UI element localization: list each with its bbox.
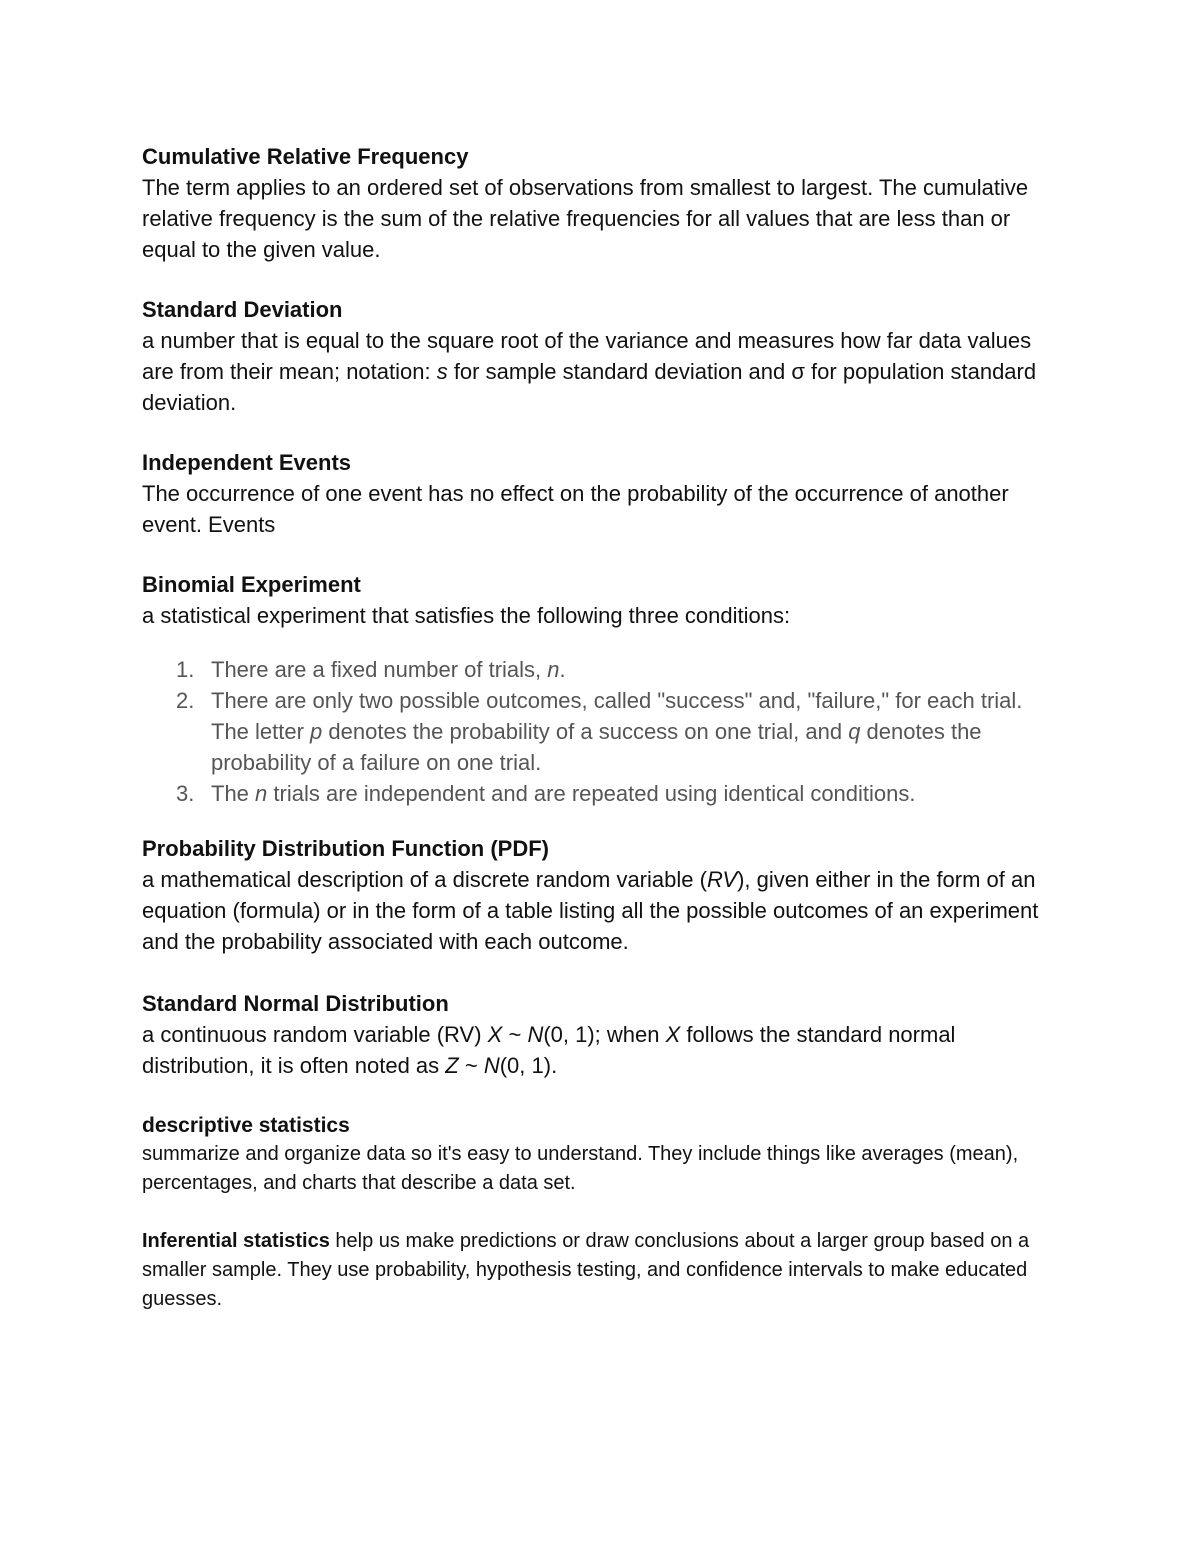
list-item (142, 778, 1062, 809)
definition-text: ~ (458, 1053, 484, 1078)
term-heading: Cumulative Relative Frequency (142, 144, 469, 169)
term-heading: Binomial Experiment (142, 572, 361, 597)
term-heading: Probability Distribution Function (PDF) (142, 836, 549, 861)
list-text: trials are independent and are repeated using identical conditions. (267, 781, 916, 806)
term-heading: Inferential statistics (142, 1230, 330, 1252)
term-heading: descriptive statistics (142, 1114, 350, 1137)
definition-symbol: Z (445, 1053, 459, 1078)
list-number: 1. (176, 657, 195, 682)
definition-symbol: N (527, 1022, 544, 1047)
definition-text: a mathematical description of a discrete random variable ( (142, 867, 707, 892)
term-cumulative-relative-frequency (142, 141, 1062, 265)
term-definition: The term applies to an ordered set of observations from smallest to largest. The cumulative relative frequency is the sum of the relative frequencies for all values that are less than or equal to the given value. (142, 175, 1029, 262)
definition-text: for sample standard deviation and σ for population standard deviation. (142, 359, 1037, 415)
term-definition (142, 1227, 1062, 1314)
term-heading: Standard Deviation (142, 297, 343, 322)
definition-symbol: X (665, 1022, 681, 1047)
list-item (142, 654, 1062, 685)
term-independent-events (142, 447, 1062, 540)
term-definition (142, 864, 1062, 957)
list-number: 3. (176, 781, 195, 806)
list-text: The (211, 781, 256, 806)
definition-text: (0, 1). (499, 1053, 558, 1078)
definition-symbol: X (487, 1022, 503, 1047)
term-standard-deviation (142, 294, 1062, 418)
term-definition: summarize and organize data so it's easy to understand. They include things like averages (mean), percentages, and charts that describe a data set. (142, 1143, 1019, 1194)
conditions-list (142, 654, 1062, 809)
term-definition (142, 1019, 1062, 1081)
term-descriptive-statistics (142, 1111, 1062, 1198)
definition-text: ), given either in the form of an equation (formula) or in the form of a table listing all the possible outcomes of an experiment and the probability associated with each outcome. (142, 867, 1039, 954)
list-number: 2. (176, 688, 195, 713)
list-symbol: n (255, 781, 268, 806)
term-definition: a statistical experiment that satisfies the following three conditions: (142, 603, 791, 628)
definition-text: follows the standard normal distribution, it is often noted as (142, 1022, 956, 1078)
definition-symbol: s (436, 359, 448, 384)
definition-text: ~ (502, 1022, 528, 1047)
term-inferential-statistics (142, 1227, 1062, 1314)
definition-symbol: N (483, 1053, 500, 1078)
definition-text: a number that is equal to the square root of the variance and measures how far data values are from their mean; notation: (142, 328, 1032, 384)
term-binomial-experiment (142, 569, 1062, 809)
term-standard-normal-distribution (142, 988, 1062, 1081)
definition-text: (0, 1); when (543, 1022, 666, 1047)
list-symbol: p (310, 719, 323, 744)
definition-text: help us make predictions or draw conclusions about a larger group based on a smaller sample. They use probability, hypothesis testing, and confidence intervals to make educated guesses. (142, 1230, 1030, 1310)
term-definition (142, 325, 1062, 418)
list-text: denotes the probability of a success on one trial, and (322, 719, 849, 744)
list-text: . (559, 657, 566, 682)
list-text: denotes the probability of a failure on one trial. (211, 719, 982, 775)
term-probability-distribution-function (142, 833, 1062, 957)
definition-text: a continuous random variable (RV) (142, 1022, 488, 1047)
definition-symbol: RV (706, 867, 738, 892)
term-definition: The occurrence of one event has no effect on the probability of the occurrence of another event. Events (142, 481, 1009, 537)
list-text: There are only two possible outcomes, called "success" and, "failure," for each trial. The letter (211, 688, 1023, 744)
list-item (142, 685, 1062, 778)
term-heading: Independent Events (142, 450, 352, 475)
list-text: There are a fixed number of trials, (211, 657, 548, 682)
list-symbol: n (547, 657, 560, 682)
list-symbol: q (848, 719, 861, 744)
term-heading: Standard Normal Distribution (142, 991, 449, 1016)
